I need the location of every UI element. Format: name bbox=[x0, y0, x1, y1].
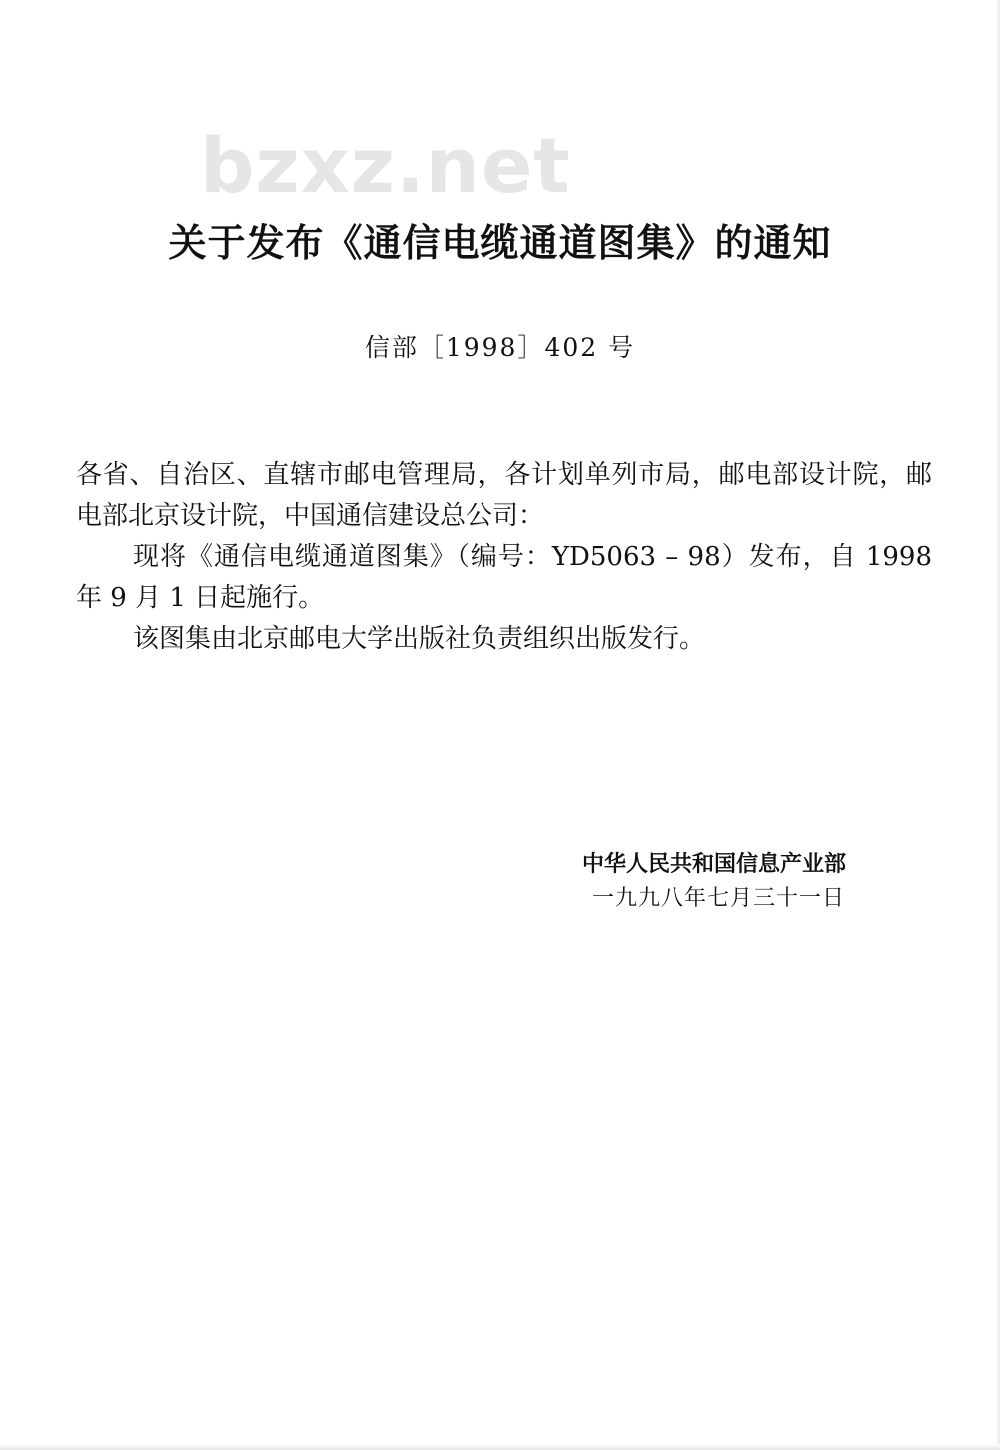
issuing-authority: 中华人民共和国信息产业部 bbox=[582, 852, 847, 877]
body-paragraph: 该图集由北京邮电大学出版社负责组织出版发行。 bbox=[133, 624, 706, 654]
addressee-paragraph: 各省、自治区、直辖市邮电管理局，各计划单列市局，邮电部设计院，邮电部北京设计院，中国通信建设总公司： bbox=[76, 460, 932, 531]
page-edge-right bbox=[996, 0, 1000, 1450]
body-paragraph: 现将《通信电缆通道图集》（编号：YD5063 – 98）发布，自 1998 年 9 月 1 日起施行。 bbox=[76, 542, 932, 613]
issue-date: 一九九八年七月三十一日 bbox=[592, 886, 846, 911]
document-number: 信部［1998］402 号 bbox=[364, 333, 636, 362]
page-edge-bottom bbox=[0, 1444, 1000, 1450]
page-title: 关于发布《通信电缆通道图集》的通知 bbox=[168, 221, 832, 265]
watermark: bzxz.net bbox=[200, 121, 571, 210]
notice-body bbox=[76, 455, 932, 660]
